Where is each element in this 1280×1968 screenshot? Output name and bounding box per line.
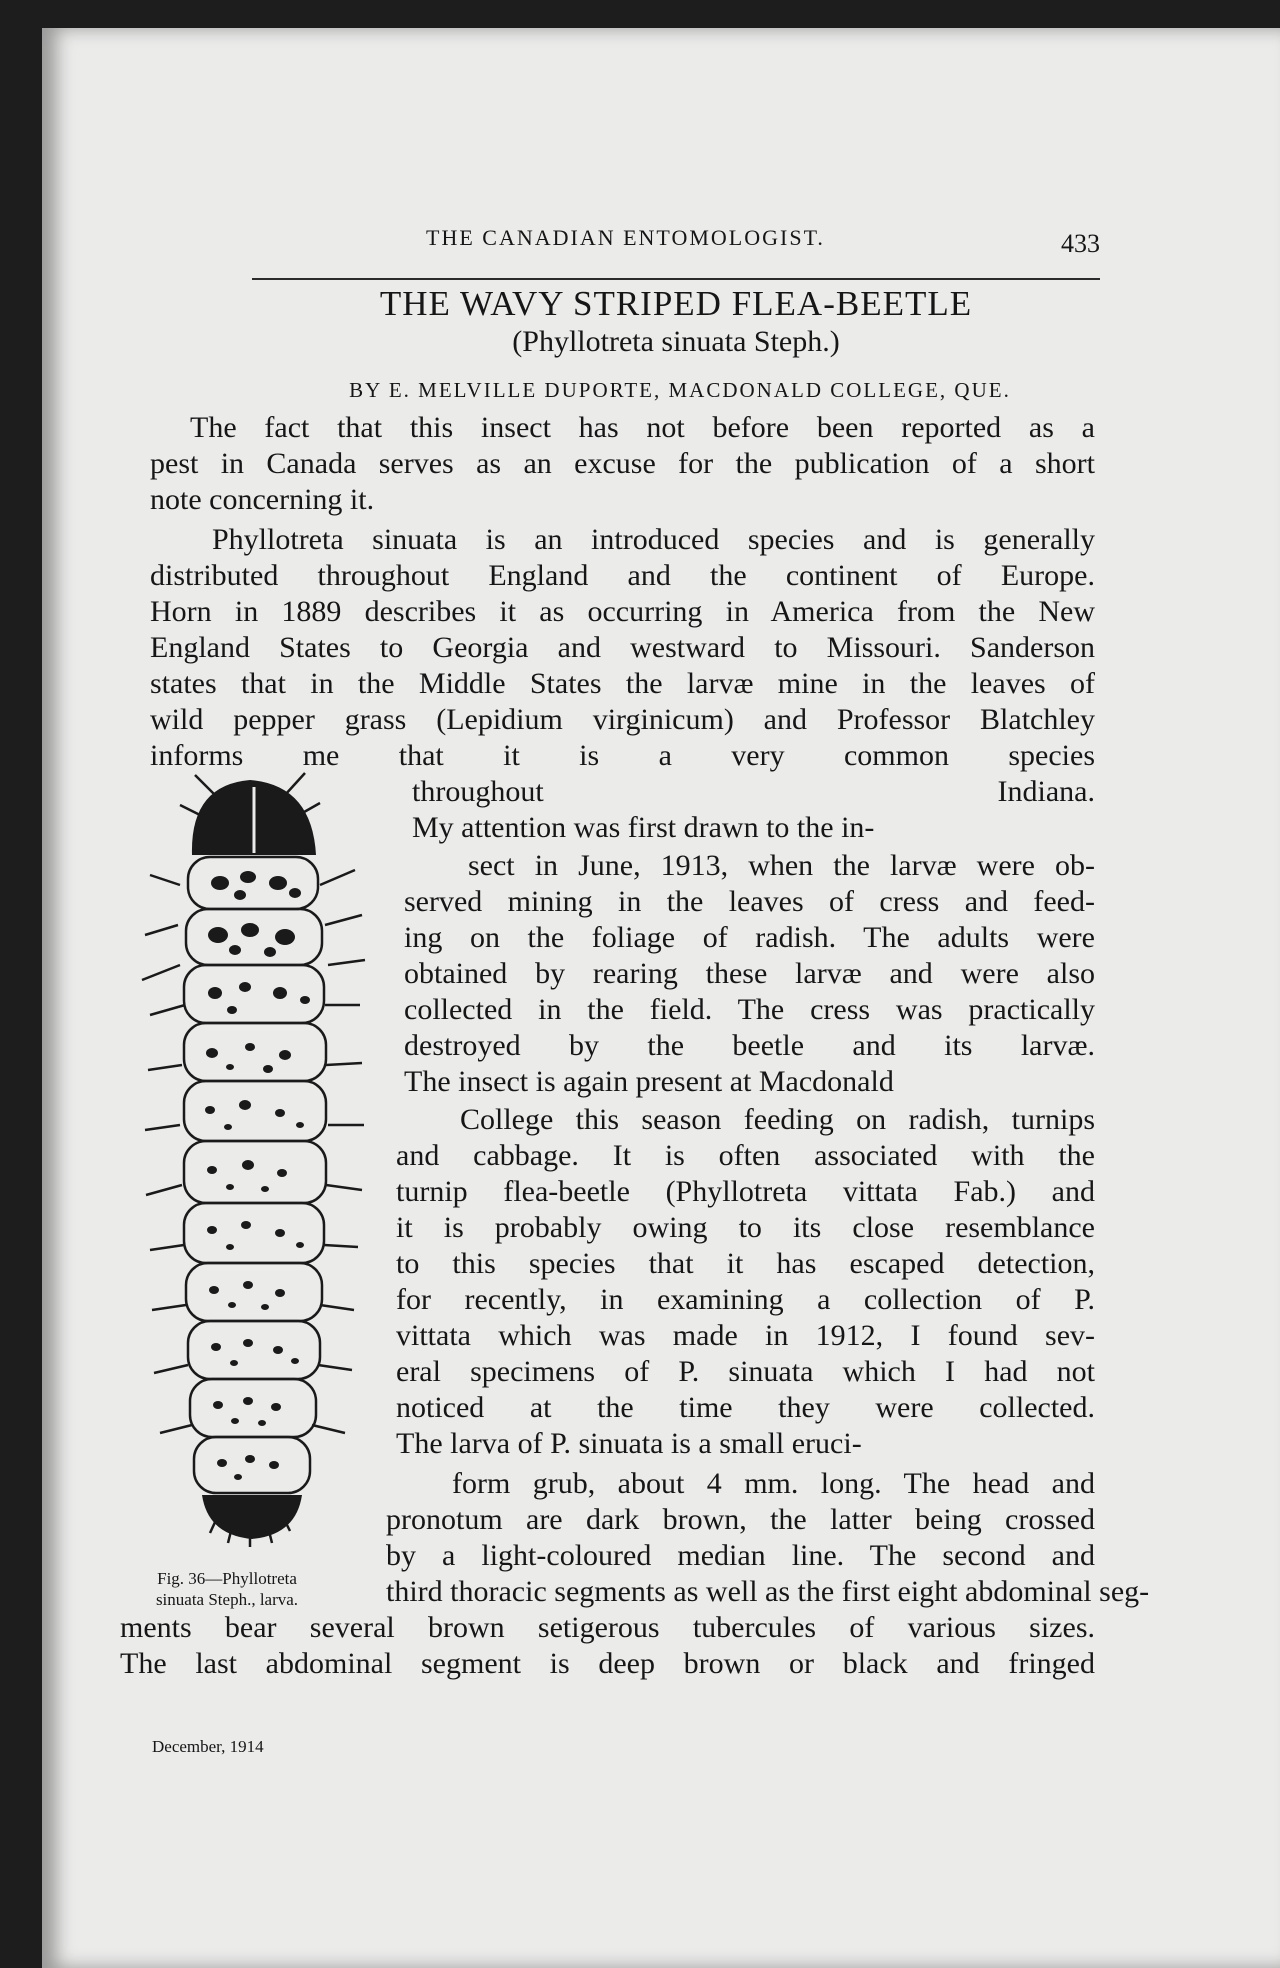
body-line: vittata which was made in 1912, I found sev-	[396, 1319, 1095, 1352]
body-line: pronotum are dark brown, the latter being crossed	[386, 1503, 1095, 1536]
body-line: The insect is again present at Macdonald	[404, 1065, 894, 1098]
figure-caption	[104, 1568, 350, 1610]
body-line: obtained by rearing these larvæ and were also	[404, 957, 1095, 990]
body-line: noticed at the time they were collected.	[396, 1391, 1095, 1424]
page-number: 433	[1061, 229, 1100, 258]
figure-caption-line2: sinuata Steph., larva.	[155, 1590, 299, 1609]
body-line: it is probably owing to its close resemblance	[396, 1211, 1095, 1244]
body-line: Horn in 1889 describes it as occurring in America from the New	[150, 595, 1095, 628]
body-line: distributed throughout England and the continent of Europe.	[150, 559, 1095, 592]
running-head: THE CANADIAN ENTOMOLOGIST.	[426, 225, 825, 250]
body-line: note concerning it.	[150, 483, 375, 516]
header-rule	[252, 278, 1100, 280]
body-line: informs me that it is a very common species	[150, 739, 1095, 772]
body-line: third thoracic segments as well as the first eight abdominal seg-	[386, 1575, 1150, 1608]
body-line: Phyllotreta sinuata is an introduced species and is generally	[212, 523, 1095, 556]
body-line: served mining in the leaves of cress and feed-	[404, 885, 1095, 918]
article-species: (Phyllotreta sinuata Steph.)	[512, 325, 840, 358]
body-line: ing on the foliage of radish. The adults were	[404, 921, 1095, 954]
body-line: to this species that it has escaped detection,	[396, 1247, 1095, 1280]
running-header	[380, 225, 1100, 265]
body-line: collected in the field. The cress was practically	[404, 993, 1095, 1026]
body-line: turnip flea-beetle (Phyllotreta vittata Fab.) and	[396, 1175, 1095, 1208]
body-line: College this season feeding on radish, turnips	[460, 1103, 1095, 1136]
body-line: pest in Canada serves as an excuse for the publication of a short	[150, 447, 1095, 480]
larva-illustration	[140, 765, 370, 1555]
footer-date: December, 1914	[152, 1737, 264, 1756]
body-line: ments bear several brown setigerous tubercules of various sizes.	[120, 1611, 1095, 1644]
article-title: THE WAVY STRIPED FLEA-BEETLE	[379, 284, 973, 323]
body-line: My attention was first drawn to the in-	[412, 811, 875, 844]
body-line: The larva of P. sinuata is a small eruci-	[396, 1427, 862, 1460]
body-line: England States to Georgia and westward to Missouri. Sanderson	[150, 631, 1095, 664]
body-line: by a light-coloured median line. The second and	[386, 1539, 1095, 1572]
figure-caption-line1: Fig. 36—Phyllotreta	[157, 1569, 297, 1588]
body-line: and cabbage. It is often associated with the	[396, 1139, 1095, 1172]
article-byline: BY E. MELVILLE DUPORTE, MACDONALD COLLEGE, QUE.	[349, 378, 1011, 402]
body-line: The last abdominal segment is deep brown or black and fringed	[120, 1647, 1095, 1680]
body-line: throughout Indiana.	[412, 775, 1095, 808]
body-line: sect in June, 1913, when the larvæ were ob-	[468, 849, 1095, 882]
body-line: form grub, about 4 mm. long. The head and	[452, 1467, 1095, 1500]
body-line: for recently, in examining a collection of P.	[396, 1283, 1095, 1316]
body-line: destroyed by the beetle and its larvæ.	[404, 1029, 1095, 1062]
body-line: wild pepper grass (Lepidium virginicum) and Professor Blatchley	[150, 703, 1095, 736]
body-line: eral specimens of P. sinuata which I had not	[396, 1355, 1095, 1388]
body-line: states that in the Middle States the larvæ mine in the leaves of	[150, 667, 1095, 700]
body-line: The fact that this insect has not before been reported as a	[190, 411, 1095, 444]
